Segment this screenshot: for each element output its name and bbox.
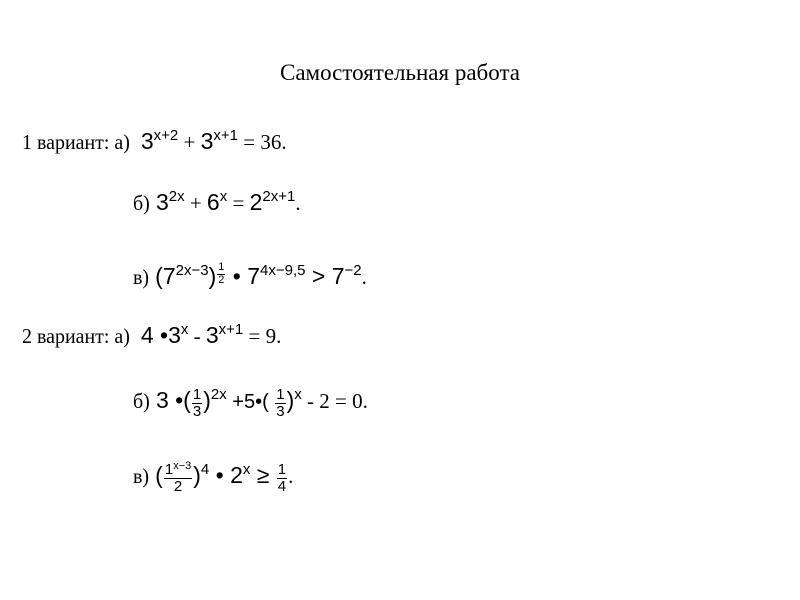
- variant2-task-b: [133, 387, 368, 420]
- page-title: Самостоятельная работа: [280, 60, 520, 85]
- term: 3: [140, 128, 154, 154]
- variant1-task-a: [22, 127, 287, 154]
- operator: •: [226, 263, 248, 289]
- exponent: x+1: [218, 321, 244, 338]
- equation-rest: = 36.: [238, 130, 287, 154]
- period: .: [288, 464, 294, 489]
- task-label: в): [133, 265, 150, 289]
- exponent: 2x: [168, 188, 185, 205]
- variant2-label: 2 вариант: а): [22, 324, 130, 348]
- equation-rest: - 2 = 0.: [301, 389, 368, 414]
- variant1-task-b: [133, 188, 301, 215]
- variant1-task-c: [133, 262, 367, 288]
- exponent: x: [180, 321, 189, 338]
- exponent: x: [294, 386, 302, 404]
- operator: +: [184, 191, 207, 215]
- operator: ≥: [250, 462, 276, 489]
- fraction: [277, 462, 287, 495]
- term: 6: [206, 189, 220, 215]
- fraction: [275, 387, 285, 420]
- paren-close: ): [203, 387, 211, 414]
- paren-open: (: [155, 462, 163, 489]
- operator: +: [178, 130, 201, 154]
- period: .: [361, 265, 367, 289]
- operator: •: [209, 462, 231, 489]
- operator: >: [305, 263, 332, 289]
- variant2-task-a: [22, 321, 282, 348]
- fraction-denominator: 2: [173, 477, 183, 495]
- exponent: 4x−9,5: [260, 262, 306, 279]
- term: 3: [200, 128, 214, 154]
- fraction: [192, 387, 202, 420]
- exponent: 4: [200, 461, 210, 479]
- term: 3: [168, 322, 181, 348]
- exponent: 2x−3: [175, 262, 209, 279]
- numerator-base: 1: [164, 461, 174, 478]
- term: 7: [247, 263, 261, 289]
- term: 7: [331, 263, 345, 289]
- term: 4 •: [140, 322, 169, 348]
- paren-close: ): [286, 387, 295, 414]
- operator: +5•(: [226, 391, 275, 414]
- term: 2: [230, 462, 243, 489]
- fraction-numerator: 1: [276, 386, 285, 403]
- fraction-exponent: [217, 262, 225, 286]
- variant1-label: 1 вариант: а): [22, 130, 130, 154]
- exponent: 2x+1: [262, 188, 296, 205]
- paren-close: ): [193, 462, 201, 489]
- fraction-numerator: 1: [192, 386, 202, 403]
- period: .: [295, 191, 301, 215]
- exponent: −2: [344, 262, 362, 279]
- exponent: 2x: [210, 386, 227, 404]
- numerator-exponent: x−3: [173, 460, 192, 472]
- fraction-numerator: 1: [277, 461, 287, 478]
- exponent: x: [219, 188, 228, 205]
- fraction-numerator: 1: [218, 261, 225, 273]
- task-label: б): [133, 389, 150, 414]
- task-label: в): [133, 464, 150, 489]
- fraction-denominator: 3: [276, 402, 285, 420]
- exponent: x: [242, 461, 251, 479]
- exponent: x+1: [213, 127, 238, 144]
- term: 3: [205, 322, 219, 348]
- operator: =: [227, 191, 250, 215]
- fraction-denominator: 3: [192, 402, 202, 420]
- paren-close: ): [208, 263, 217, 289]
- term: 7: [162, 263, 176, 289]
- fraction-denominator: 2: [218, 273, 225, 286]
- operator: -: [188, 324, 206, 348]
- fraction-denominator: 4: [277, 477, 287, 495]
- exponent: x+2: [153, 127, 179, 144]
- term: 3 •(: [155, 387, 191, 414]
- variant2-task-c: [133, 462, 293, 495]
- task-label: б): [133, 191, 150, 215]
- fraction-numerator: [164, 462, 192, 479]
- term: 2: [249, 189, 263, 215]
- paren-open: (: [155, 263, 163, 289]
- fraction: [164, 462, 192, 495]
- term: 3: [155, 189, 169, 215]
- equation-rest: = 9.: [243, 324, 282, 348]
